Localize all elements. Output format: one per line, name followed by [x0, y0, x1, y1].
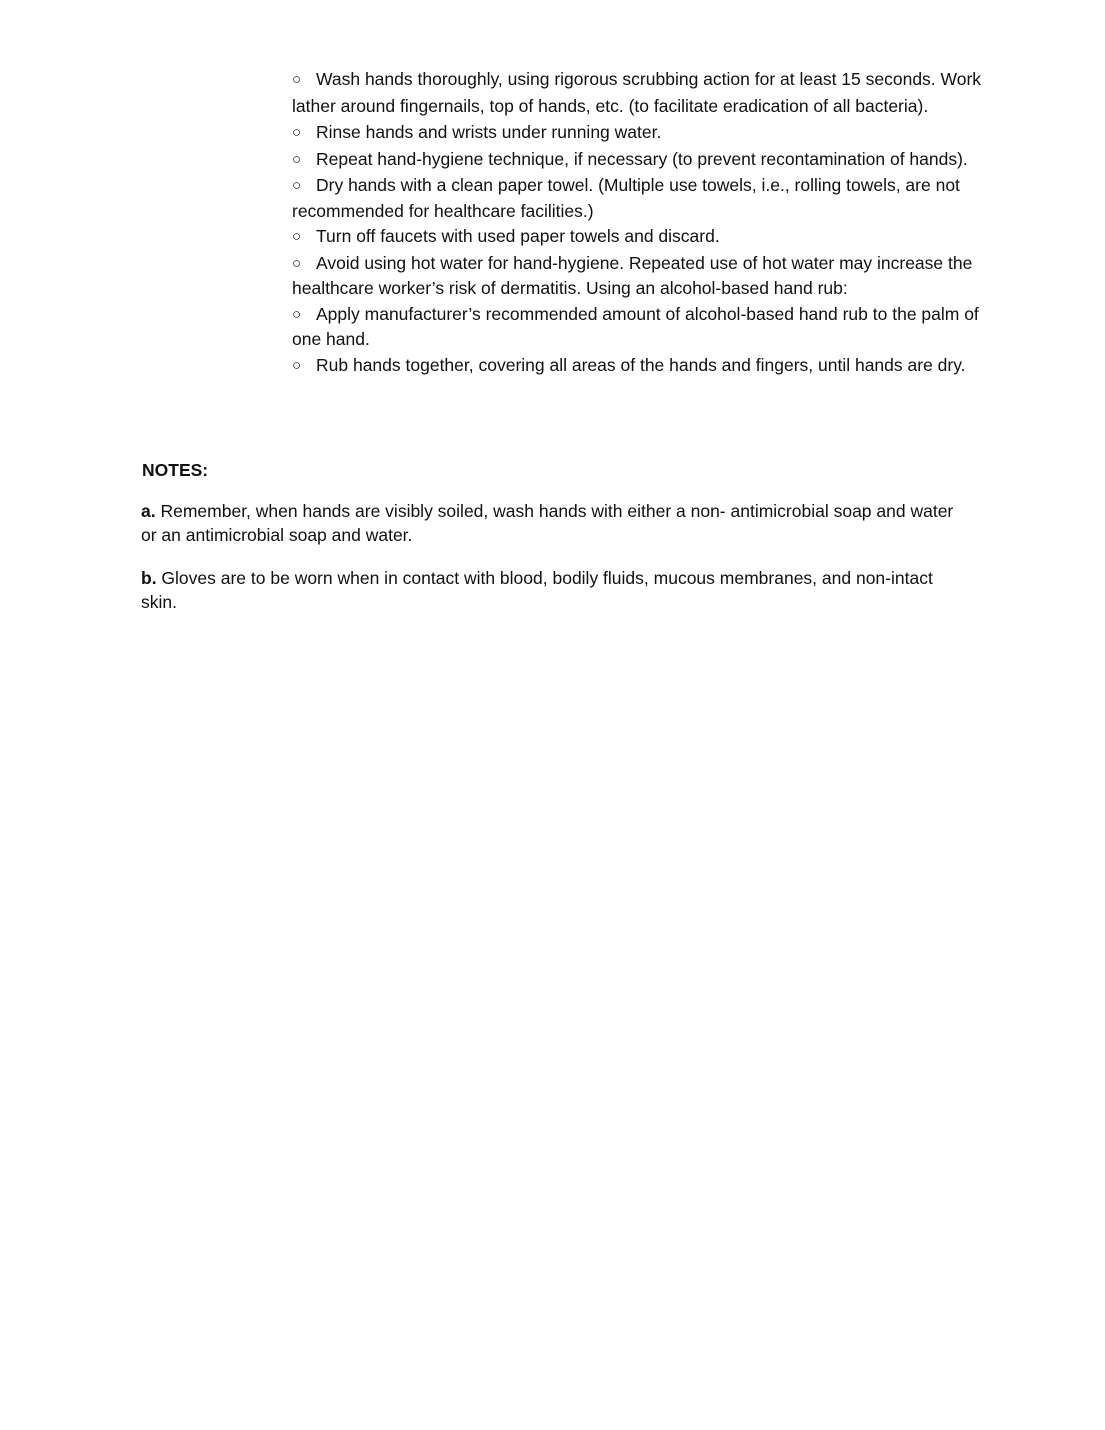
note-b-marker: b.: [141, 568, 157, 588]
note-a-text: Remember, when hands are visibly soiled, wash hands with either a non- antimicrobial soap and water or an antimicrobial soap and water.: [141, 501, 954, 545]
list-item: [292, 251, 982, 301]
list-item-text: Avoid using hot water for hand-hygiene. Repeated use of hot water may increase the healthcare worker’s risk of dermatitis. Using an alcohol-based hand rub:: [292, 252, 973, 298]
note-a: [141, 499, 961, 547]
list-item: [292, 173, 982, 223]
list-item-text: Wash hands thoroughly, using rigorous scrubbing action for at least 15 seconds. Work lather around fingernails, top of hands, etc. (to facilitate eradication of all bacteria).: [292, 69, 982, 116]
notes-heading: NOTES:: [142, 460, 209, 480]
list-item-text: Rub hands together, covering all areas of the hands and fingers, until hands are dry.: [316, 354, 966, 375]
hand-hygiene-steps-list: [292, 66, 982, 379]
list-item-text: Repeat hand-hygiene technique, if necessary (to prevent recontamination of hands).: [316, 148, 968, 169]
hollow-circle-bullet-icon: ○: [292, 177, 302, 194]
list-item: [292, 66, 982, 119]
hollow-circle-bullet-icon: ○: [292, 228, 302, 245]
hollow-circle-bullet-icon: ○: [292, 254, 302, 272]
list-item-text: Dry hands with a clean paper towel. (Multiple use towels, i.e., rolling towels, are not recommended for healthcare facilities.): [292, 175, 960, 221]
list-item: [292, 147, 982, 173]
list-item: [292, 224, 982, 250]
list-item-text: Apply manufacturer’s recommended amount of alcohol-based hand rub to the palm of one hand.: [292, 303, 979, 349]
hollow-circle-bullet-icon: ○: [292, 71, 302, 88]
list-item: [292, 302, 982, 352]
hollow-circle-bullet-icon: ○: [292, 356, 302, 374]
list-item-text: Rinse hands and wrists under running water.: [316, 122, 662, 142]
list-item: [292, 353, 982, 379]
list-item-text: Turn off faucets with used paper towels and discard.: [316, 226, 720, 246]
note-b-text: Gloves are to be worn when in contact with blood, bodily fluids, mucous membranes, and non-intact skin.: [141, 568, 933, 612]
hollow-circle-bullet-icon: ○: [292, 150, 302, 168]
hollow-circle-bullet-icon: ○: [292, 124, 302, 141]
list-item: [292, 120, 982, 146]
hollow-circle-bullet-icon: ○: [292, 305, 302, 323]
note-b: [141, 566, 961, 614]
note-a-marker: a.: [141, 501, 156, 521]
